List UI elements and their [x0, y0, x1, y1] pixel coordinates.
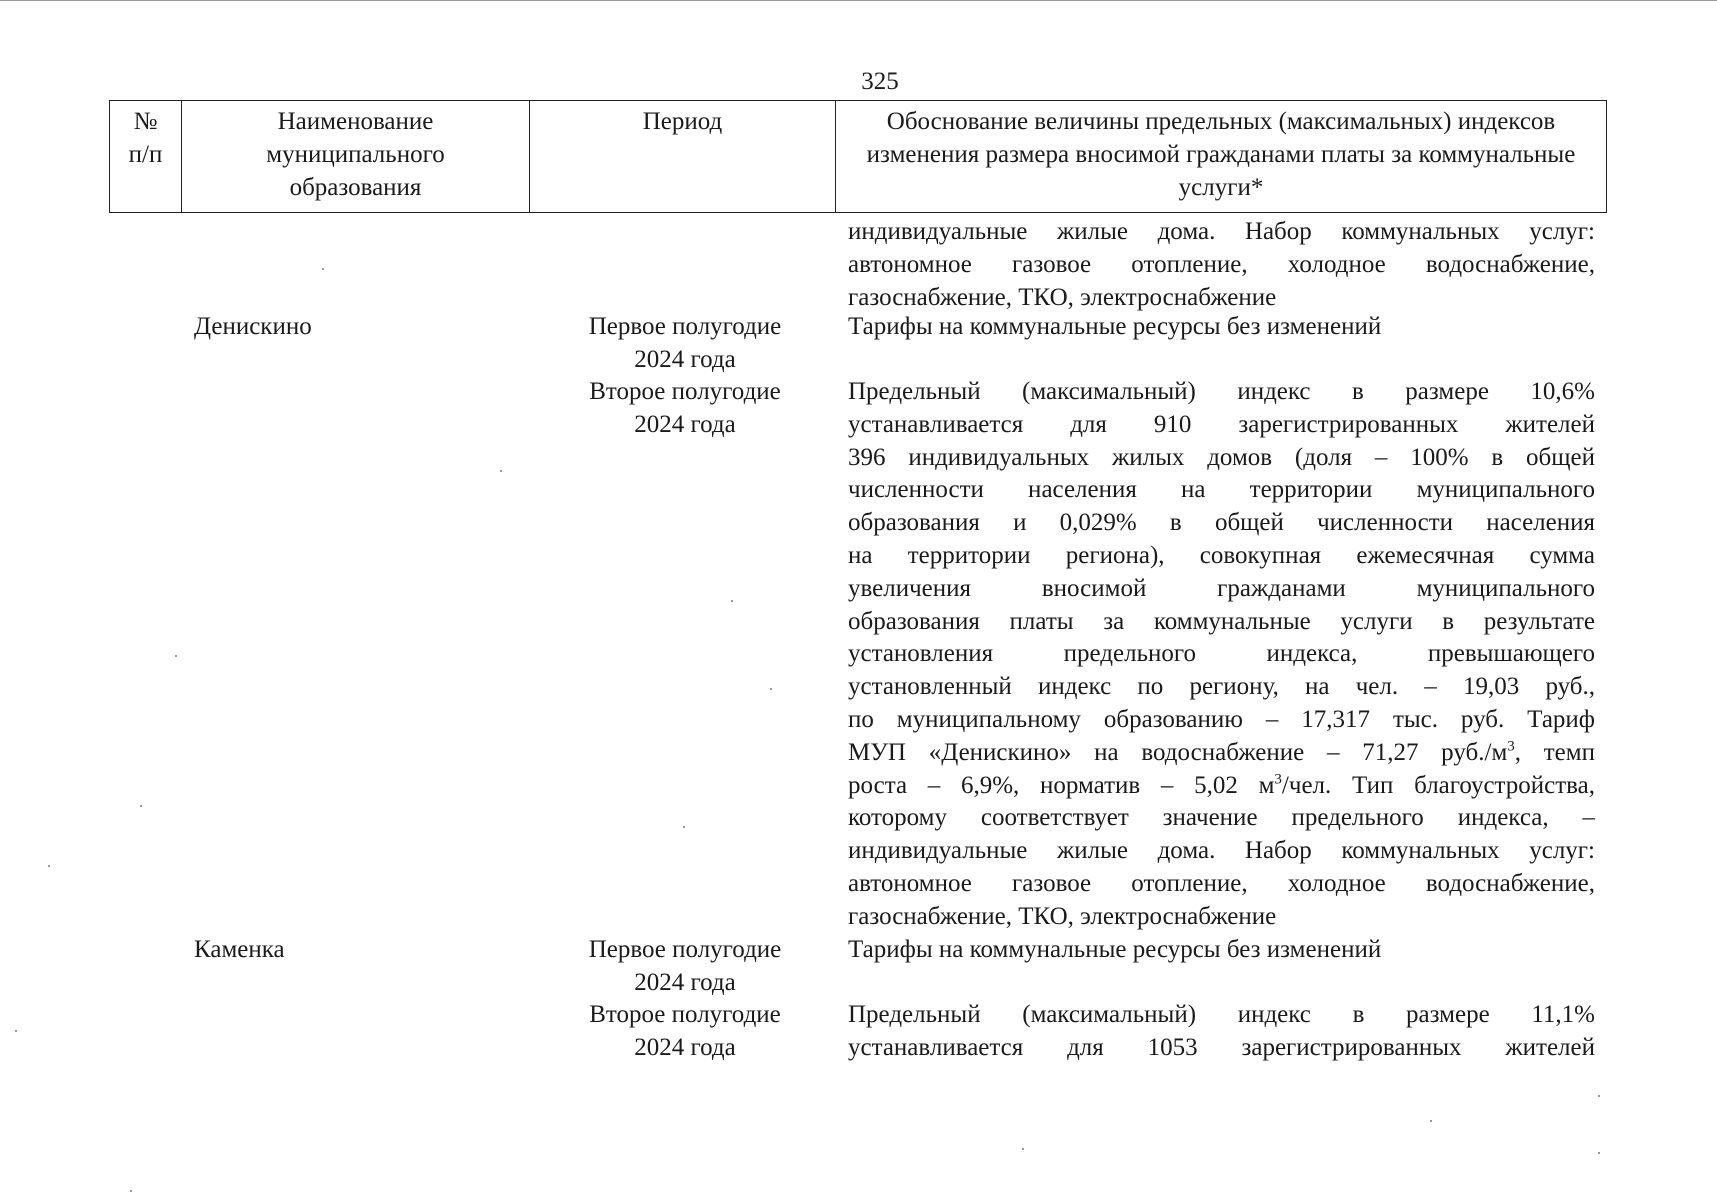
period-line: Первое полугодие	[588, 936, 782, 963]
text-line: установленный индекс по региону, на чел. – 19,03 руб.,	[848, 673, 1595, 701]
period-line: 2024 года	[634, 410, 736, 438]
page-number: 325	[861, 68, 899, 95]
text-line: газоснабжение, ТКО, электроснабжение	[848, 283, 1277, 311]
justification-text	[848, 376, 1595, 934]
table-header	[109, 100, 1607, 213]
text-fragment: роста – 6,9%, норматив – 5,02 м	[848, 771, 1275, 799]
period-line: 2024 года	[634, 968, 736, 996]
scan-speck	[48, 865, 50, 867]
text-line: 396 индивидуальных жилых домов (доля – 100% в общей	[848, 443, 1595, 471]
superscript: 3	[1507, 738, 1515, 755]
text-line: образования и 0,029% в общей численности населения	[848, 509, 1595, 537]
justification-text: Тарифы на коммунальные ресурсы без изменений	[848, 313, 1382, 340]
scan-speck	[683, 826, 685, 828]
text-line	[848, 737, 1595, 770]
scan-speck	[731, 600, 733, 602]
text-line: Предельный (максимальный) индекс в размере 11,1%	[848, 1001, 1595, 1028]
text-line: на территории региона), совокупная ежемесячная сумма	[848, 541, 1595, 569]
scan-speck	[322, 268, 324, 270]
header-col-justification: Обоснование величины предельных (максимальных) индексов изменения размера вносимой гражданами платы за коммунальные услуги*	[836, 101, 1607, 213]
scan-speck	[130, 1190, 132, 1192]
scan-edge-line	[0, 0, 1717, 1]
header-col-municipality: Наименование муниципального образования	[182, 101, 530, 213]
text-line: автономное газовое отопление, холодное водоснабжение,	[848, 250, 1595, 278]
scan-speck	[1430, 1120, 1432, 1122]
text-line: газоснабжение, ТКО, электроснабжение	[848, 902, 1277, 930]
scan-speck	[1598, 1152, 1600, 1154]
header-col-period: Период	[530, 101, 836, 213]
scan-speck	[500, 470, 502, 472]
text-line: которому соответствует значение предельного индекса, –	[848, 804, 1595, 832]
text-line: численности населения на территории муниципального	[848, 476, 1595, 504]
continuation-text	[848, 216, 1595, 314]
text-fragment: , темп	[1514, 738, 1595, 766]
text-fragment: /чел. Тип благоустройства,	[1281, 771, 1595, 799]
period-line: Второе полугодие	[589, 378, 781, 405]
scan-speck	[140, 805, 142, 807]
scan-speck	[770, 688, 772, 690]
municipality-name: Каменка	[194, 936, 285, 963]
period-line: 2024 года	[634, 1033, 736, 1061]
text-line: образования платы за коммунальные услуги в результате	[848, 607, 1595, 635]
scan-speck	[15, 1030, 17, 1032]
text-line: по муниципальному образованию – 17,317 тыс. руб. Тариф	[848, 705, 1595, 733]
scan-speck	[175, 655, 177, 657]
superscript: 3	[1274, 771, 1282, 788]
text-line: увеличения вносимой гражданами муниципального	[848, 574, 1595, 602]
text-line: устанавливается для 910 зарегистрированных жителей	[848, 410, 1595, 438]
period-second-half	[530, 376, 840, 442]
scan-speck	[1598, 1095, 1600, 1097]
period-second-half	[530, 999, 840, 1065]
header-col-number: № п/п	[110, 101, 182, 213]
text-line: автономное газовое отопление, холодное водоснабжение,	[848, 869, 1595, 897]
period-line: Первое полугодие	[588, 313, 782, 340]
text-line: индивидуальные жилые дома. Набор коммунальных услуг:	[848, 837, 1595, 865]
text-line: установления предельного индекса, превышающего	[848, 640, 1595, 668]
period-first-half	[530, 934, 840, 1000]
justification-text	[848, 999, 1595, 1065]
text-fragment: МУП «Денискино» на водоснабжение – 71,27 руб./м	[848, 738, 1508, 766]
text-line: Предельный (максимальный) индекс в размере 10,6%	[848, 378, 1595, 405]
text-line: индивидуальные жилые дома. Набор коммунальных услуг:	[848, 218, 1595, 245]
period-first-half	[530, 311, 840, 377]
text-line: устанавливается для 1053 зарегистрированных жителей	[848, 1033, 1595, 1061]
period-line: 2024 года	[634, 345, 736, 373]
text-line	[848, 770, 1595, 803]
scan-speck	[1022, 1148, 1024, 1150]
period-line: Второе полугодие	[589, 1001, 781, 1028]
justification-text: Тарифы на коммунальные ресурсы без изменений	[848, 936, 1382, 963]
municipality-name: Денискино	[194, 313, 312, 340]
